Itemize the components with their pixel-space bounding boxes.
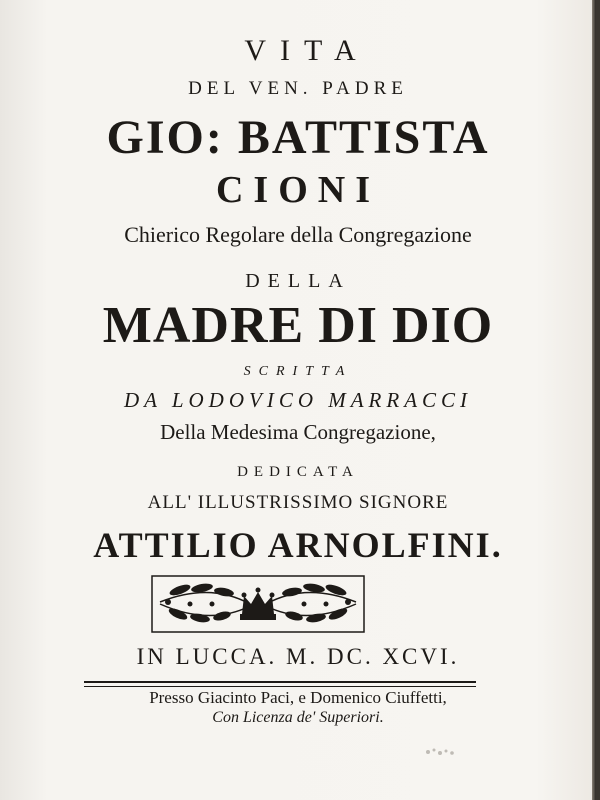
imprint-licenza: Con Licenza de' Superiori. (212, 709, 384, 726)
subtitle-madre-di-dio: MADRE DI DIO (102, 297, 494, 354)
dedicata-label: DEDICATA (237, 464, 359, 480)
imprint-place-date: IN LUCCA. M. DC. XCVI. (136, 644, 460, 669)
page-edge-shadow (592, 0, 596, 800)
author-line: DA LODOVICO MARRACCI (123, 388, 473, 412)
author-affiliation: Della Medesima Congregazione, (160, 420, 436, 444)
imprint-printers: Presso Giacinto Paci, e Domenico Ciuffetti, (149, 688, 447, 707)
dedicatee-name: ATTILIO ARNOLFINI. (93, 525, 503, 565)
title-subject-surname: CIONI (215, 169, 381, 211)
title-vita: VITA (244, 34, 370, 67)
dedication-honorific: ALL' ILLUSTRISSIMO SIGNORE (147, 492, 449, 513)
title-subject-name: GIO: BATTISTA (106, 111, 490, 164)
ink-smudge-mark (420, 744, 460, 760)
title-del-ven-padre: DEL VEN. PADRE (188, 78, 408, 99)
subtitle-della: DELLA (245, 270, 351, 292)
subtitle-chierico: Chierico Regolare della Congregazione (124, 222, 472, 247)
imprint-rule (84, 681, 476, 687)
scritta-label: SCRITTA (243, 364, 353, 379)
crown-laurel-ornament-icon (150, 574, 366, 634)
